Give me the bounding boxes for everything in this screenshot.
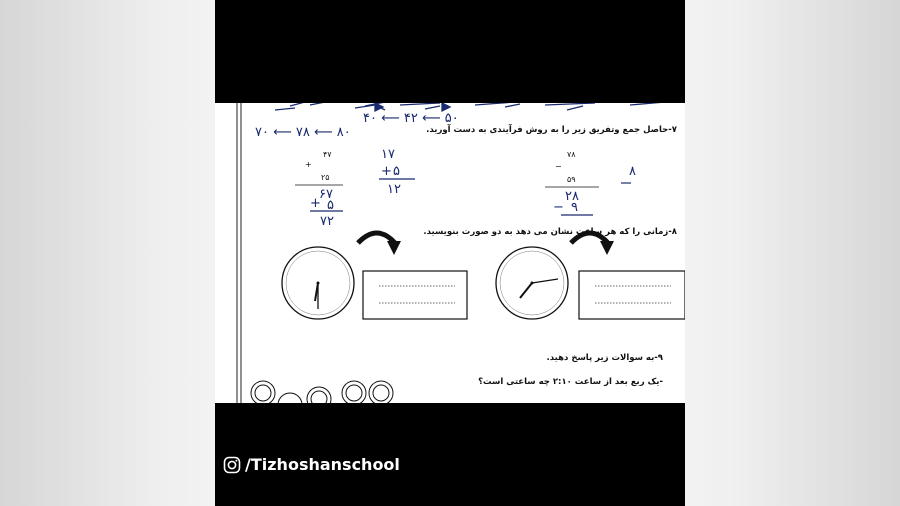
side-top: ۱۷ xyxy=(381,147,395,162)
clock-right xyxy=(496,247,568,319)
addition-operand-a: ۴۷ xyxy=(323,150,332,159)
top-left-chain: ۷۰ ⟵ ۷۸ ⟵ ۸۰ xyxy=(255,125,351,140)
top-cut-handwriting xyxy=(275,103,665,111)
worksheet-page xyxy=(215,103,685,403)
addition-add-five: ۵ xyxy=(327,198,334,213)
subtraction-operand-b: ۵۹ xyxy=(567,175,576,184)
clock-left xyxy=(282,247,354,319)
svg-text:+: + xyxy=(305,160,312,169)
channel-handle: /Tizhoshanschool xyxy=(245,455,400,474)
answer-box-left xyxy=(363,271,467,319)
svg-text:−: − xyxy=(555,162,562,171)
subtraction-step: ۲۸ xyxy=(565,189,579,204)
side-result: ۱۲ xyxy=(387,182,401,197)
subtraction-work xyxy=(545,150,636,215)
addition-operand-b: ۲۵ xyxy=(321,173,330,182)
svg-text:+: + xyxy=(310,196,321,211)
addition-partial: ۶۷ xyxy=(319,187,333,202)
question-7-text: ۷-حاصل جمع وتفریق زیر را به روش فرآیندی به دست آورید. xyxy=(426,125,677,135)
svg-text:+: + xyxy=(381,164,392,179)
addition-work xyxy=(295,150,343,229)
question-9-sub1: -یک ربع بعد از ساعت ۲:۱۰ چه ساعتی است؟ xyxy=(478,377,663,387)
subtraction-side: ۸ xyxy=(629,164,636,179)
question-8-text: ۸-زمانی را که هر ساعت نشان می دهد به دو صورت بنویسید. xyxy=(423,227,677,237)
channel-watermark xyxy=(223,455,400,474)
video-frame xyxy=(215,0,685,506)
answer-box-right xyxy=(579,271,685,319)
instagram-icon xyxy=(223,456,241,474)
question-9-text: ۹-به سوالات زیر پاسخ دهید. xyxy=(546,353,663,363)
addition-side-work xyxy=(379,147,415,197)
svg-text:−: − xyxy=(553,200,564,215)
subtraction-sub: ۹ xyxy=(571,200,578,215)
subtraction-operand-a: ۷۸ xyxy=(567,150,576,159)
top-middle-chain: ۴۰ ⟵ ۴۲ ⟵ ۵۰ xyxy=(363,111,459,126)
side-add: ۵ xyxy=(393,164,400,179)
arrow-left xyxy=(358,233,401,255)
coins-row xyxy=(251,381,393,403)
addition-result: ۷۲ xyxy=(320,214,334,229)
